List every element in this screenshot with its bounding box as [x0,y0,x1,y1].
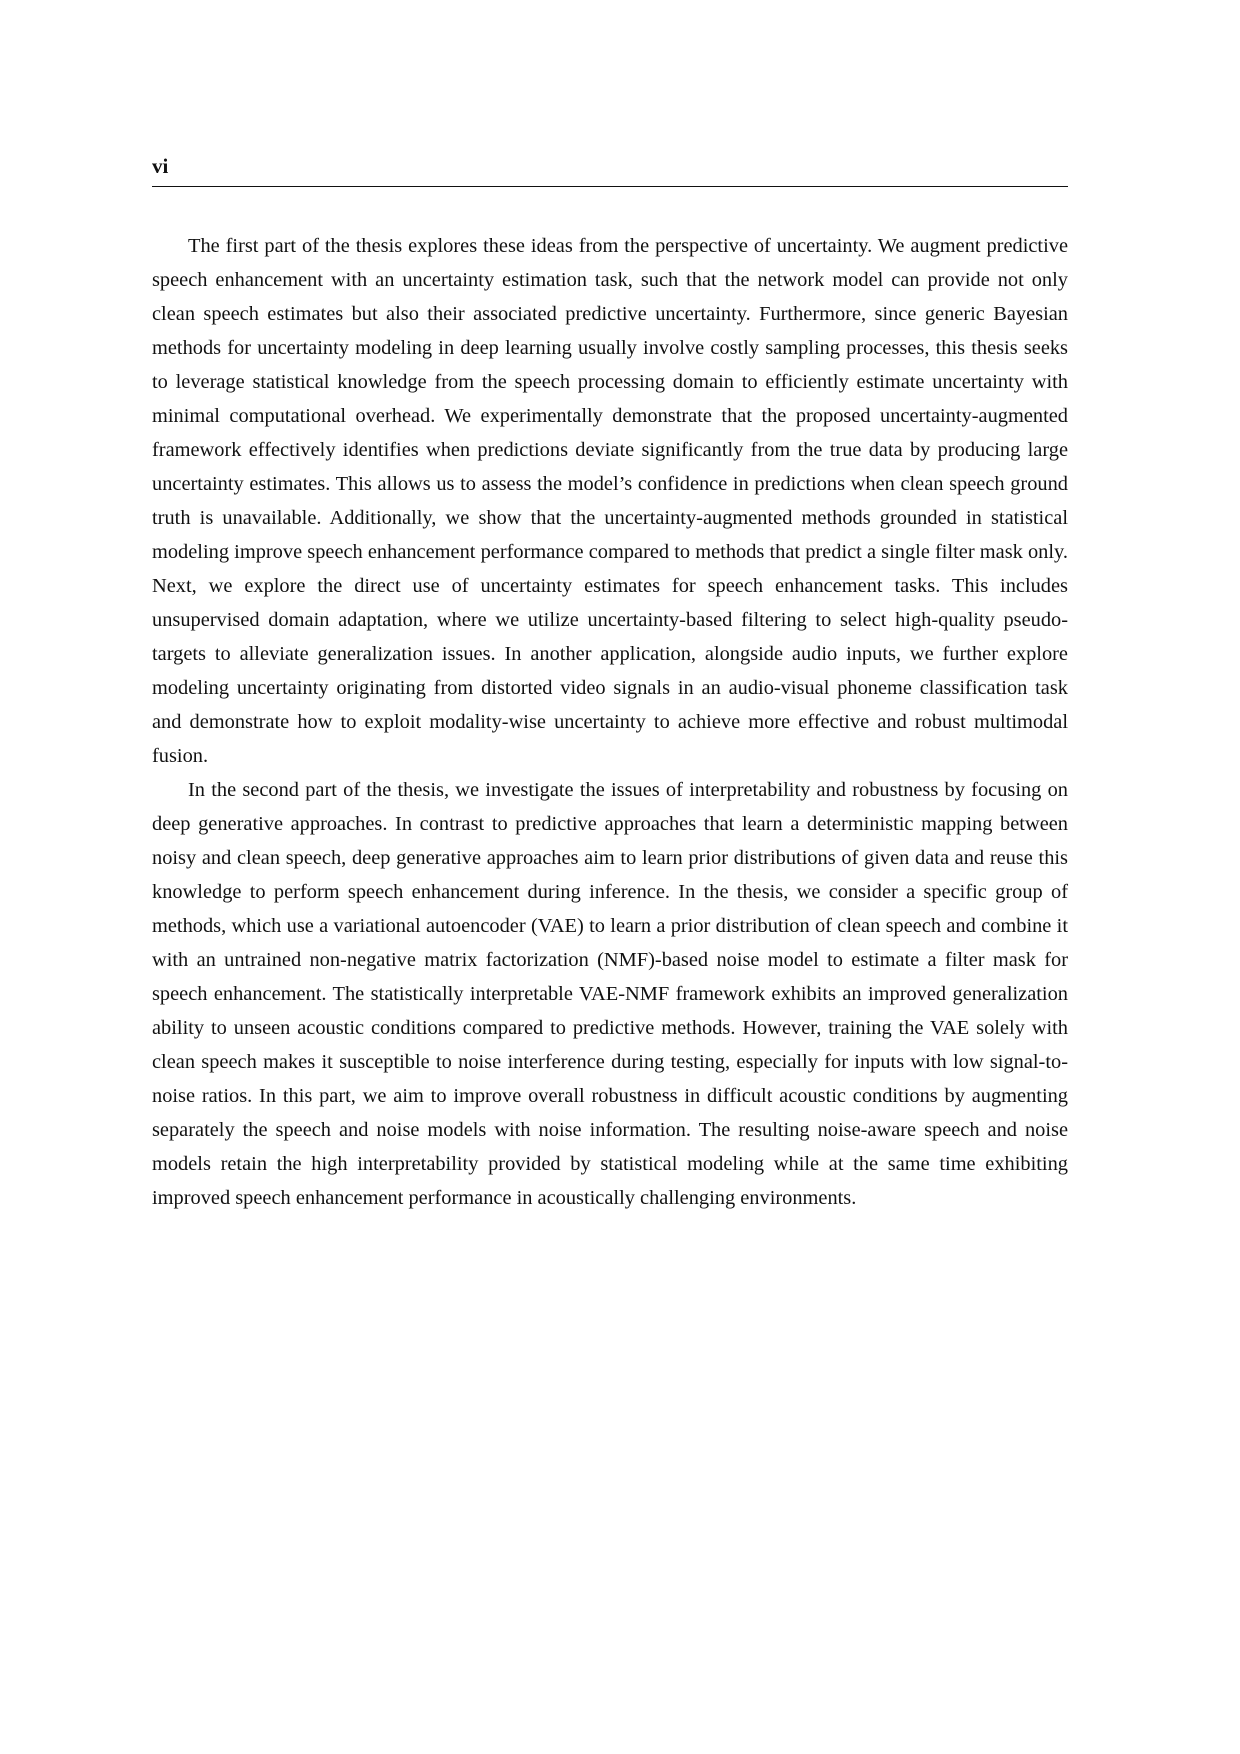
paragraph-generative: In the second part of the thesis, we investigate the issues of interpretability and robustness by focusing on deep generative approaches. In contrast to predictive approaches that learn a deterministic mapping between noisy and clean speech, deep generative approaches aim to learn prior distributions of given data and reuse this knowledge to perform speech enhancement during inference. In the thesis, we consider a specific group of methods, which use a variational autoencoder (VAE) to learn a prior distribution of clean speech and combine it with an untrained non-negative matrix factorization (NMF)-based noise model to estimate a filter mask for speech enhancement. The statistically interpretable VAE-NMF framework exhibits an improved generalization ability to unseen acoustic conditions compared to predictive methods. However, training the VAE solely with clean speech makes it susceptible to noise interference during testing, especially for inputs with low signal-to-noise ratios. In this part, we aim to improve overall robustness in difficult acoustic conditions by augmenting separately the speech and noise models with noise information. The resulting noise-aware speech and noise models retain the high interpretability provided by statistical modeling while at the same time exhibiting improved speech enhancement performance in acoustically challenging environments. [152,779,1068,1209]
running-header [152,154,1068,187]
body-text [152,229,1068,1215]
document-page [152,0,1068,1754]
paragraph-uncertainty: The first part of the thesis explores these ideas from the perspective of uncertainty. We augment predictive speech enhancement with an uncertainty estimation task, such that the network model can provide not only clean speech estimates but also their associated predictive uncertainty. Furthermore, since generic Bayesian methods for uncertainty modeling in deep learning usually involve costly sampling processes, this thesis seeks to leverage statistical knowledge from the speech processing domain to efficiently estimate uncertainty with minimal computational overhead. We experimentally demonstrate that the proposed uncertainty-augmented framework effectively identifies when predictions deviate significantly from the true data by producing large uncertainty estimates. This allows us to assess the model’s confidence in predictions when clean speech ground truth is unavailable. Additionally, we show that the uncertainty-augmented methods grounded in statistical modeling improve speech enhancement performance compared to methods that predict a single filter mask only. Next, we explore the direct use of uncertainty estimates for speech enhancement tasks. This includes unsupervised domain adaptation, where we utilize uncertainty-based filtering to select high-quality pseudo-targets to alleviate generalization issues. In another application, alongside audio inputs, we further explore modeling uncertainty originating from distorted video signals in an audio-visual phoneme classification task and demonstrate how to exploit modality-wise uncertainty to achieve more effective and robust multimodal fusion. [152,235,1068,767]
page-number: vi [152,154,169,178]
